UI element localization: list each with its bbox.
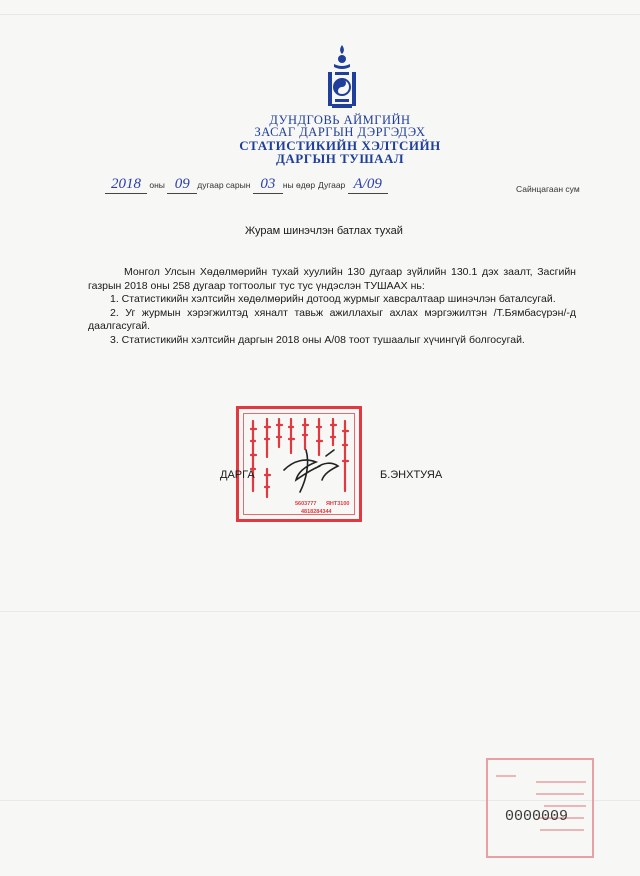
seal-code-row bbox=[295, 501, 349, 507]
body-item-2: 2. Уг журмын хэрэгжилтэд хяналт тавьж ажиллахыг ахлах мэргэжилтэн /Т.Бямбасүрэн/-д даалгасугай. bbox=[88, 306, 576, 333]
date-day: 03 bbox=[253, 176, 283, 194]
order-number bbox=[318, 176, 388, 194]
date-year: 2018 bbox=[105, 176, 147, 194]
order-date bbox=[105, 176, 315, 194]
date-day-suffix: ны өдөр bbox=[282, 180, 316, 190]
serial-number: 0000009 bbox=[505, 808, 569, 825]
order-type-title: ДАРГЫН ТУШААЛ bbox=[275, 151, 405, 166]
body-item-1: 1. Статистикийн хэлтсийн хөдөлмөрийн дотоод журмыг хавсралтаар шинэчлэн баталсугай. bbox=[110, 293, 556, 306]
order-number-value: А/09 bbox=[348, 176, 388, 194]
handwritten-signature bbox=[276, 440, 346, 496]
seal-code-3: 4818284344 bbox=[301, 509, 332, 515]
soyombo-emblem-icon bbox=[324, 44, 360, 110]
body-intro: Монгол Улсын Хөдөлмөрийн тухай хуулийн 130 дугаар зүйлийн 130.1 дэх заалт, Засгийн газрын 2018 оны 258 дугаар тогтоолыг тус тус үндэслэн ТУШААХ нь: bbox=[88, 266, 576, 292]
org-name-line: ДУНДГОВЬ АЙМГИЙН bbox=[269, 113, 411, 127]
org-title-line: СТАТИСТИКИЙН ХЭЛТСИЙН bbox=[239, 138, 441, 153]
signer-name: Б.ЭНХТУЯА bbox=[380, 469, 443, 481]
order-number-label: Дугаар bbox=[318, 180, 348, 190]
org-name-line: ЗАСАГ ДАРГЫН ДЭРГЭДЭХ bbox=[254, 125, 426, 139]
scan-artifact bbox=[0, 611, 640, 612]
document-title: Журам шинэчлэн батлах тухай bbox=[245, 225, 403, 237]
date-month: 09 bbox=[167, 176, 197, 194]
signer-title: ДАРГА bbox=[220, 469, 255, 481]
issue-place: Сайнцагаан сум bbox=[516, 184, 580, 194]
document-body bbox=[88, 266, 576, 348]
date-month-suffix: дугаар сарын bbox=[197, 180, 253, 190]
seal-code-1: 5603777 bbox=[295, 501, 317, 507]
scan-artifact bbox=[0, 14, 640, 15]
date-year-suffix: оны bbox=[147, 180, 168, 190]
body-item-3: 3. Статистикийн хэлтсийн даргын 2018 оны А/08 тоот тушаалыг хүчингүй болгосугай. bbox=[110, 333, 525, 346]
seal-code-2: ЯНТ3100 bbox=[325, 501, 350, 507]
